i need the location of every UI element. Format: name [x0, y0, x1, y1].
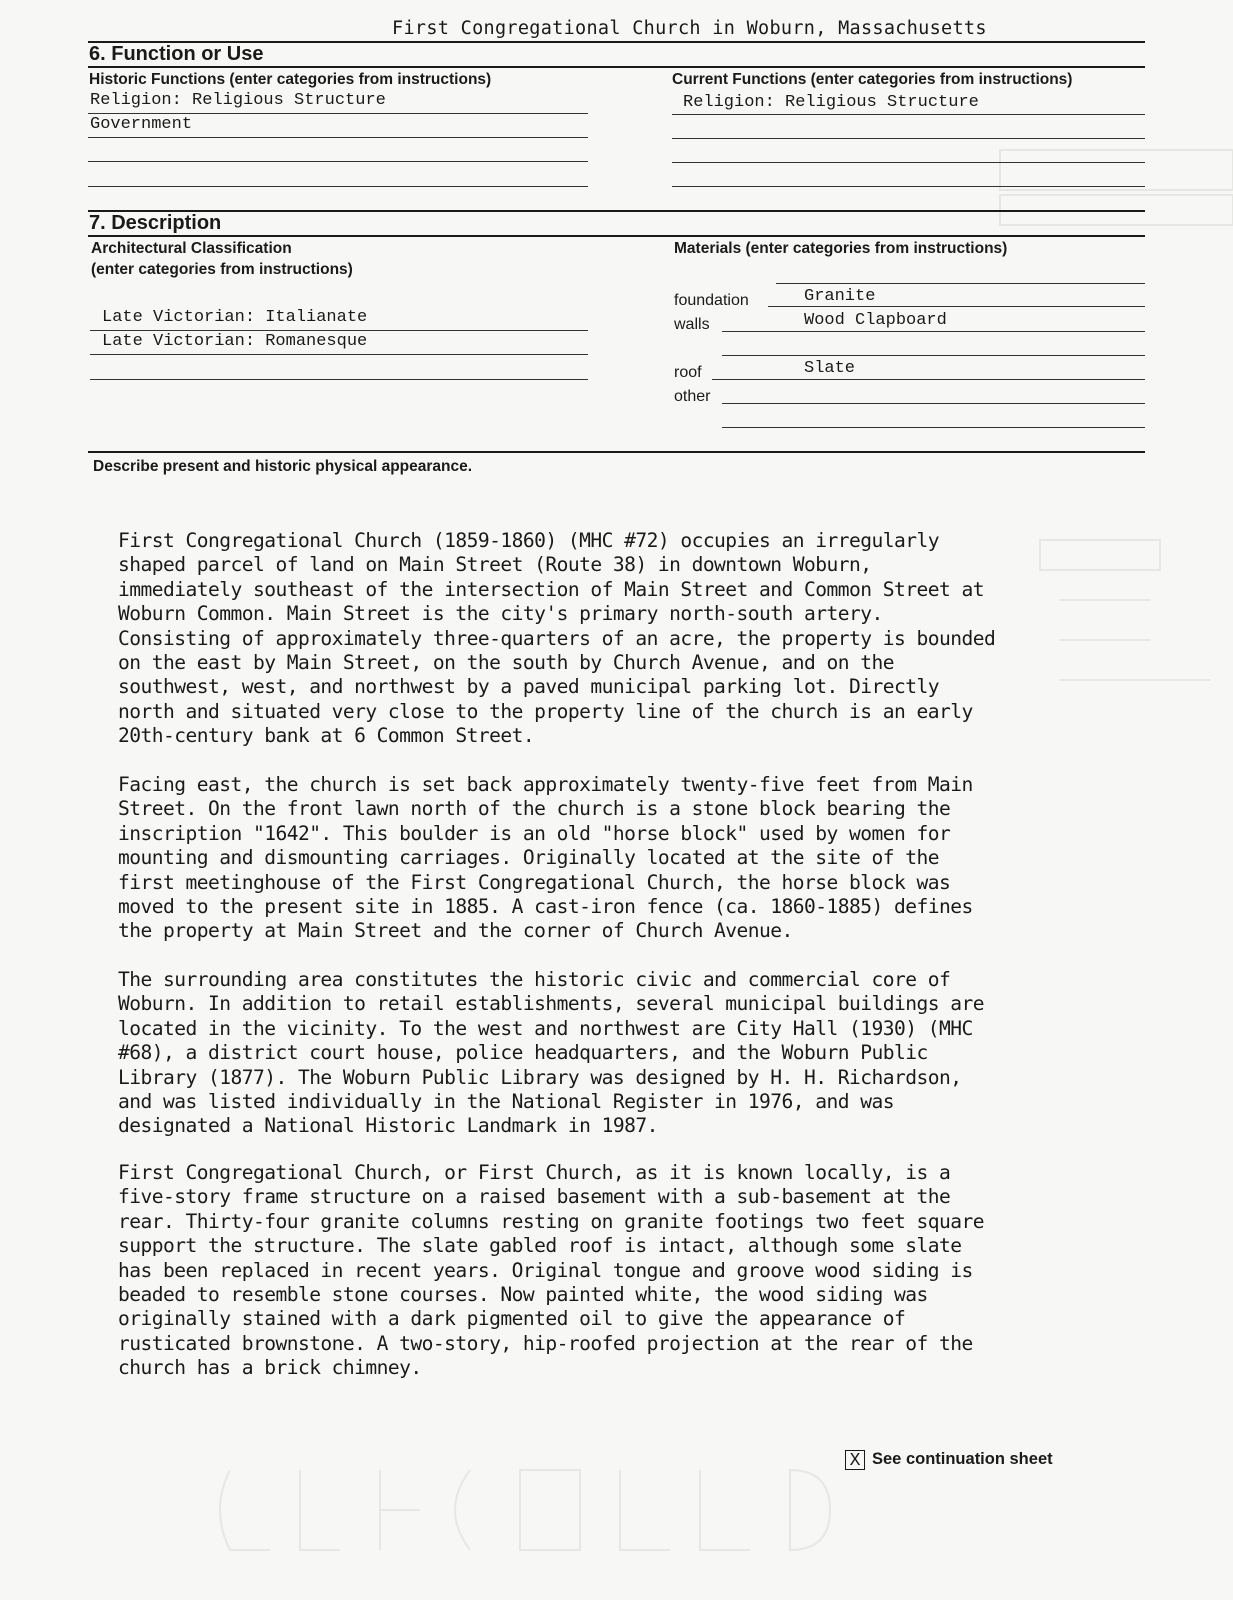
- continuation-checkbox[interactable]: X: [845, 1450, 865, 1470]
- paragraph-2: Facing east, the church is set back approximately twenty-five feet from Main Street. On the front lawn north of the church is a stone block bearing the inscription "1642". This boulder is an old "horse block" used by women for mounting and dismounting carriages. Originally located at the site of the first meetinghouse of the First Congregational Church, the horse block was moved to the present site in 1885. A cast-iron fence (ca. 1860-1885) defines the property at Main Street and the corner of Church Avenue.: [118, 773, 973, 943]
- paragraph-4: First Congregational Church, or First Church, as it is known locally, is a five-story frame structure on a raised basement with a sub-basement at the rear. Thirty-four granite columns resting on granite footings two feet square support the structure. The slate gabled roof is intact, although some slate has been replaced in recent years. Original tongue and groove wood siding is beaded to resemble stone courses. Now painted white, the wood siding was originally stained with a dark pigmented oil to give the appearance of rusticated brownstone. A two-story, hip-roofed projection at the rear of the church has a brick chimney.: [118, 1161, 984, 1380]
- materials-line-0: [776, 283, 1145, 284]
- current-line-2: [672, 138, 1145, 139]
- current-function-1: Religion: Religious Structure: [683, 93, 979, 112]
- paragraph-1: First Congregational Church (1859-1860) (MHC #72) occupies an irregularly shaped parcel of land on Main Street (Route 38) in downtown Woburn, immediately southeast of the intersection of Main Street and Common Street at Woburn Common. Main Street is the city's primary north-south artery. Consisting of approximately three-quarters of an acre, the property is bounded on the east by Main Street, on the south by Church Avenue, and on the southwest, west, and northwest by a paved municipal parking lot. Directly north and situated very close to the property line of the church is an early 20th-century bank at 6 Common Street.: [118, 529, 996, 748]
- roof-label: roof: [674, 364, 702, 381]
- current-functions-label: Current Functions (enter categories from instructions): [672, 71, 1073, 88]
- describe-rule: [88, 451, 1145, 453]
- arch-line-3: [90, 379, 588, 380]
- current-line-1: [672, 114, 1145, 115]
- roof-value: Slate: [804, 359, 856, 378]
- walls-line-2: [722, 355, 1145, 356]
- other-line-1: [722, 403, 1145, 404]
- section-7-top-rule: [88, 210, 1145, 212]
- describe-label: Describe present and historic physical appearance.: [93, 458, 473, 475]
- foundation-line: [768, 306, 1145, 307]
- section-6-rule: [88, 66, 1145, 68]
- materials-label: Materials (enter categories from instructions): [674, 240, 1008, 257]
- current-line-4: [672, 186, 1145, 187]
- paragraph-3: The surrounding area constitutes the historic civic and commercial core of Woburn. In addition to retail establishments, several municipal buildings are located in the vicinity. To the west and northwest are City Hall (1930) (MHC #68), a district court house, police headquarters, and the Woburn Public Library (1877). The Woburn Public Library was designed by H. H. Richardson, and was listed individually in the National Register in 1976, and was designated a National Historic Landmark in 1987.: [118, 968, 984, 1138]
- roof-line: [712, 379, 1145, 380]
- walls-line: [722, 331, 1145, 332]
- historic-function-2: Government: [90, 115, 193, 134]
- architectural-class-1: Late Victorian: Italianate: [102, 308, 368, 327]
- historic-line-2: [88, 137, 588, 138]
- arch-line-2: [90, 354, 588, 355]
- historic-line-4: [88, 186, 588, 187]
- historic-line-1: [88, 113, 588, 114]
- other-label: other: [674, 388, 711, 405]
- current-line-3: [672, 162, 1145, 163]
- architectural-classification-sublabel: (enter categories from instructions): [91, 261, 353, 278]
- historic-line-3: [88, 161, 588, 162]
- section-6-heading: 6. Function or Use: [89, 43, 264, 65]
- other-line-2: [722, 427, 1145, 428]
- foundation-label: foundation: [674, 292, 749, 309]
- walls-label: walls: [674, 316, 710, 333]
- arch-line-1: [90, 330, 588, 331]
- historic-function-1: Religion: Religious Structure: [90, 91, 386, 110]
- continuation-label: See continuation sheet: [872, 1450, 1053, 1468]
- walls-value: Wood Clapboard: [804, 311, 947, 330]
- architectural-class-2: Late Victorian: Romanesque: [102, 332, 368, 351]
- historic-functions-label: Historic Functions (enter categories from instructions): [89, 71, 492, 88]
- section-7-heading: 7. Description: [89, 212, 222, 234]
- architectural-classification-label: Architectural Classification: [91, 240, 292, 257]
- foundation-value: Granite: [804, 287, 876, 306]
- document-title: First Congregational Church in Woburn, Massachusetts: [392, 18, 987, 39]
- section-7-rule: [88, 235, 1145, 237]
